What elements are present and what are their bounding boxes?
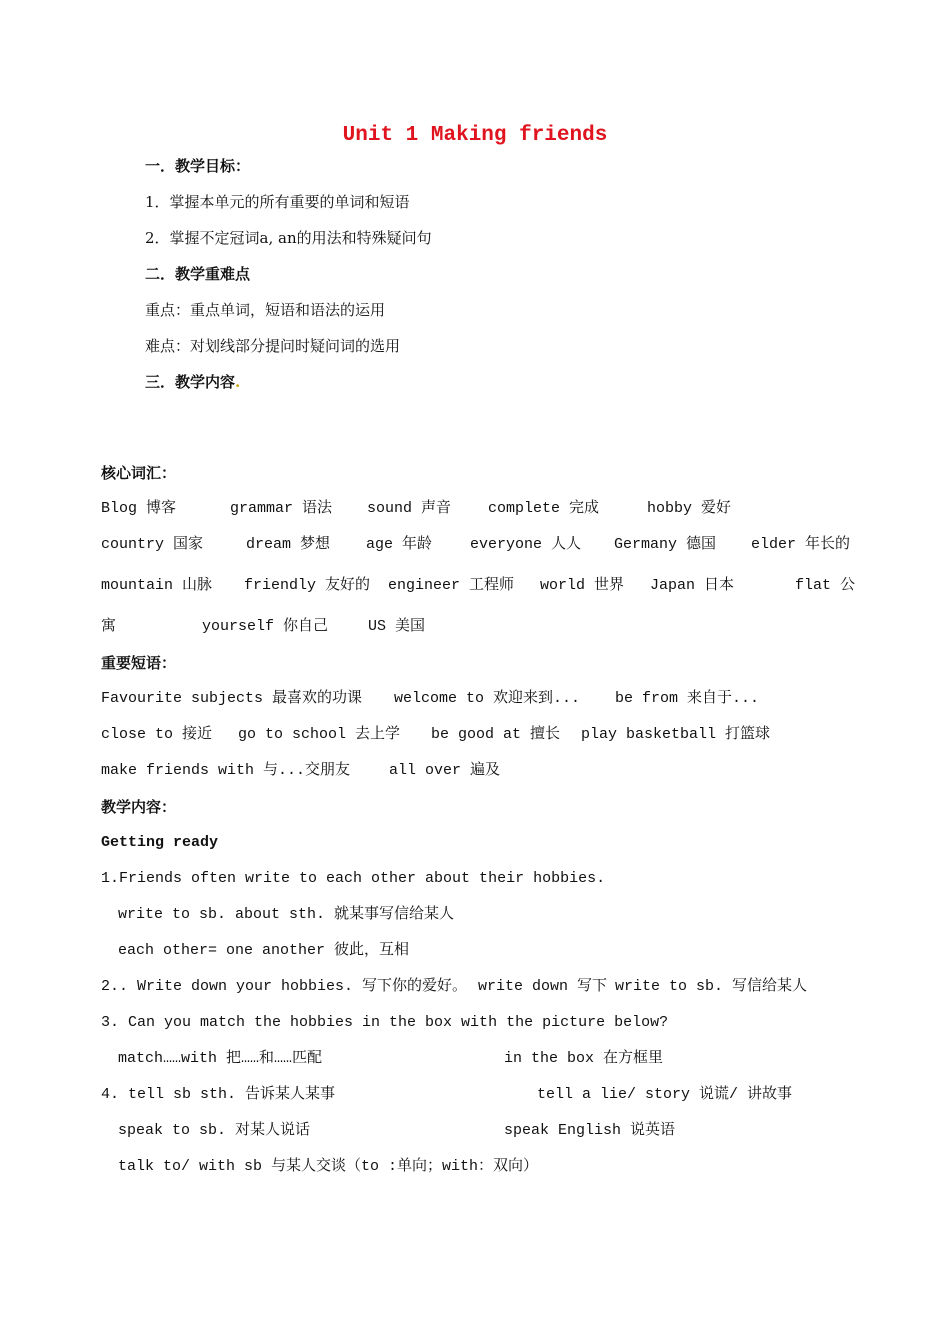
content-line: in the box 在方框里 <box>504 1050 664 1067</box>
document-title: Unit 1 Making friends <box>342 124 608 147</box>
difficulty-text: 难点：对划线部分提问时疑问词的选用 <box>145 337 401 355</box>
content-heading-text: 三．教学内容 <box>145 373 236 391</box>
vocab-word: mountain 山脉 <box>101 577 213 594</box>
vocab-word: world 世界 <box>540 577 625 594</box>
vocab-word: friendly 友好的 <box>244 577 371 594</box>
content-line: 1.Friends often write to each other about their hobbies. <box>101 870 606 887</box>
content-line: 3. Can you match the hobbies in the box with the picture below? <box>101 1014 669 1031</box>
focus-text: 重点：重点单词，短语和语法的运用 <box>145 301 386 319</box>
phrase-item: be good at 擅长 <box>431 726 561 743</box>
phrase-item: welcome to 欢迎来到... <box>394 690 581 707</box>
content-line: write to sb. about sth. 就某事写信给某人 <box>118 906 455 923</box>
phrases-heading: 重要短语： <box>101 654 177 672</box>
content-line: tell a lie/ story 说谎/ 讲故事 <box>537 1086 793 1103</box>
vocab-word: grammar 语法 <box>230 500 333 517</box>
content-heading <box>145 372 240 392</box>
phrase-item: make friends with 与...交朋友 <box>101 762 351 779</box>
vocab-word: dream 梦想 <box>246 536 331 553</box>
vocab-word: elder 年长的 <box>751 536 851 553</box>
phrase-item: play basketball 打篮球 <box>581 726 771 743</box>
content-line: match……with 把……和……匹配 <box>118 1050 323 1067</box>
phrase-item: be from 来自于... <box>615 690 760 707</box>
vocab-word: flat 公 <box>795 577 856 594</box>
content-line: speak to sb. 对某人说话 <box>118 1122 311 1139</box>
objective-item: 1．掌握本单元的所有重要的单词和短语 <box>145 193 410 211</box>
vocab-word: Germany 德国 <box>614 536 717 553</box>
vocab-word: yourself 你自己 <box>202 618 329 635</box>
vocab-word: Japan 日本 <box>650 577 735 594</box>
objectives-heading: 一．教学目标： <box>145 157 251 175</box>
section-title: Getting ready <box>101 834 219 851</box>
content-line: talk to/ with sb 与某人交谈（to :单向；with：双向） <box>118 1158 539 1175</box>
content-line: speak English 说英语 <box>504 1122 676 1139</box>
teaching-heading: 教学内容： <box>101 798 177 816</box>
content-heading-mark: . <box>235 373 241 391</box>
phrase-item: go to school 去上学 <box>238 726 401 743</box>
content-line: 4. tell sb sth. 告诉某人某事 <box>101 1086 336 1103</box>
content-line: write down 写下 <box>478 978 608 995</box>
content-line: each other= one another 彼此，互相 <box>118 942 410 959</box>
phrase-item: Favourite subjects 最喜欢的功课 <box>101 690 363 707</box>
objective-item: 2．掌握不定冠词a, an的用法和特殊疑问句 <box>145 229 432 247</box>
phrase-item: all over 遍及 <box>389 762 501 779</box>
vocab-word: sound 声音 <box>367 500 452 517</box>
vocab-word: US 美国 <box>368 618 426 635</box>
vocab-word: 寓 <box>101 618 117 635</box>
vocab-word: age 年龄 <box>366 536 433 553</box>
vocab-word: engineer 工程师 <box>388 577 515 594</box>
content-line: write to sb. 写信给某人 <box>615 978 808 995</box>
content-line: 2.. Write down your hobbies. 写下你的爱好。 <box>101 978 468 995</box>
vocab-word: hobby 爱好 <box>647 500 732 517</box>
key-points-heading: 二．教学重难点 <box>145 265 251 283</box>
vocab-word: country 国家 <box>101 536 204 553</box>
phrase-item: close to 接近 <box>101 726 213 743</box>
vocab-heading: 核心词汇： <box>101 464 177 482</box>
vocab-word: complete 完成 <box>488 500 600 517</box>
vocab-word: Blog 博客 <box>101 500 177 517</box>
vocab-word: everyone 人人 <box>470 536 582 553</box>
